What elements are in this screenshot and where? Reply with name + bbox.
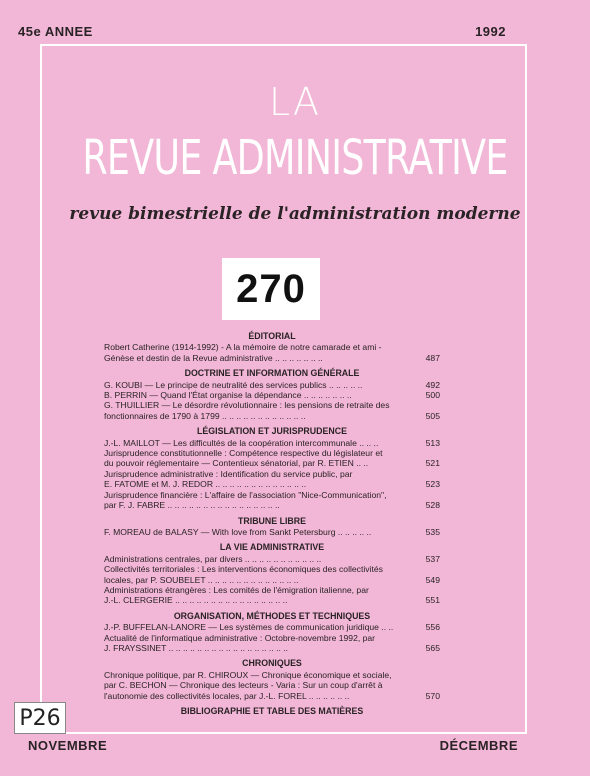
section-heading: LA VIE ADMINISTRATIVE [219,542,325,553]
toc-entry-text: Jurisprudence financière : L'affaire de l'association "Nice-Communication", par F. J. FABRE .. .. .. .. .. .. .. .. .. .. .. .. .. .. .. .. [104,489,387,511]
section-heading: ORGANISATION, MÉTHODES ET TECHNIQUES [173,610,371,621]
toc-entry [104,390,440,400]
toc-entry-text: Chronique politique, par R. CHIROUX — Chronique économique et sociale, par C. BECHON — Chronique des lecteurs - Varia : Sur un coup d'arrêt à l'autonomie des collectivités locales, par J.-L. FOREL .. .. .. .. .. .. [104,669,392,701]
toc-entry-text: B. PERRIN — Quand l'État organise la dépendance .. .. .. .. .. .. .. [104,390,352,401]
section-heading: ÉDITORIAL [248,331,296,341]
section-heading: DOCTRINE ET INFORMATION GÉNÉRALE [184,368,360,379]
toc-entry-text: Collectivités territoriales : Les interventions économiques des collectivités locales, par P. SOUBELET .. .. .. .. .. .. .. .. .. .. .. .. .. [104,564,383,585]
toc-entry [104,342,440,363]
section-heading: CHRONIQUES [242,658,302,669]
toc-entry-page: 528 [425,500,440,511]
toc-entry-text: Administrations centrales, par divers .. .. .. .. .. .. .. .. .. .. .. [104,553,322,564]
toc-entry-page: 505 [425,410,440,421]
toc-entry-text: G. THUILLIER — Le désordre révolutionnaire : les pensions de retraite des fonctionnaires de 1790 à 1799 .. .. .. .. .. .. .. .. .. .. .. .. [104,400,390,421]
toc-entry-page: 523 [425,479,440,490]
section-heading: TRIBUNE LIBRE [238,515,306,526]
toc-entry-page: 492 [425,379,440,390]
toc-entry-page: 565 [425,642,440,653]
toc-entry-page: 549 [425,574,440,585]
toc-entry [104,469,440,490]
month-right: DÉCEMBRE [439,738,518,753]
toc-entry [104,527,440,537]
toc-entry [104,633,440,654]
toc-entry-page: 500 [425,390,440,401]
month-left: NOVEMBRE [28,738,108,753]
handwritten-tag: P26 [14,702,66,734]
toc-entry-page: 521 [425,458,440,469]
toc-entry-page: 535 [425,526,440,537]
toc-entry [104,622,440,632]
toc-entry-text: Actualité de l'informatique administrative : Octobre-novembre 1992, par J. FRAYSSINET .. .. .. .. .. .. .. .. .. .. .. .. .. .. .. .. .. [104,632,376,653]
toc-entry [104,448,440,469]
toc-entry-text: Jurisprudence constitutionnelle : Compétence respective du législateur et du pouvoir réglementaire — Contentieux sénatorial, par R. ETIEN .. .. [104,448,383,469]
toc-entry-text: J.-L. MAILLOT — Les difficultés de la coopération intercommunale .. .. .. [104,437,379,448]
toc-entry [104,438,440,448]
toc-entry-text: Administrations étrangères : Les comités de l'émigration italienne, par J.-L. CLERGERIE .. .. .. .. .. .. .. .. .. .. .. .. .. .. .. .. [104,584,369,606]
toc-entry-page: 537 [425,553,440,564]
title-la: LA [268,80,322,124]
issue-number: 270 [236,266,306,311]
title-main: REVUE ADMINISTRATIVE [82,130,508,186]
toc-entry-text: J.-P. BUFFELAN-LANORE — Les systèmes de communication juridique .. .. [104,622,394,633]
toc-entry [104,585,440,606]
toc-entry-page: 570 [425,690,440,701]
toc-entry [104,380,440,390]
toc-entry-page: 556 [425,622,440,633]
toc-entry [104,400,440,421]
toc-entry-text: F. MOREAU de BALASY — With love from Sankt Petersburg .. .. .. .. .. [104,526,372,537]
toc-entry [104,670,440,701]
section-heading: BIBLIOGRAPHIE ET TABLE DES MATIÈRES [180,706,364,716]
toc-entry-text: G. KOUBI — Le principe de neutralité des services publics .. .. .. .. .. [104,379,363,390]
section-heading: LÉGISLATION ET JURISPRUDENCE [197,426,347,437]
year-label: 1992 [475,24,506,39]
toc-entry-text: Robert Catherine (1914-1992) - A la mémoire de notre camarade et ami - Génèse et destin de la Revue administrative .. .. .. .. .. .. .. [104,342,382,363]
toc-entry-page: 551 [425,595,440,606]
volume-label: 45e ANNEE [18,24,93,39]
toc-entry [104,554,440,564]
subtitle: revue bimestrielle de l'administration moderne [69,204,521,224]
toc-entry-page: 513 [425,437,440,448]
toc-entry [104,490,440,511]
toc-entry-text: Jurisprudence administrative : Identification du service public, par E. FATOME et M. J. REDOR .. .. .. .. .. .. .. .. .. .. .. .. .. [104,468,353,490]
table-of-contents [104,331,440,717]
toc-entry-page: 487 [425,352,440,363]
issue-number-box [222,258,320,320]
toc-entry [104,564,440,585]
